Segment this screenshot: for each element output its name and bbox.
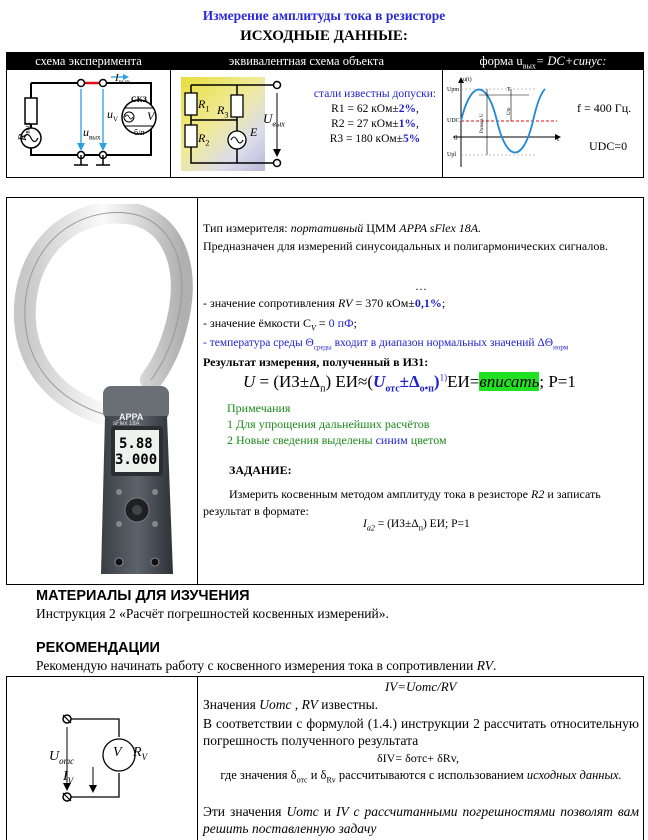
materials-title: МАТЕРИАЛЫ ДЛЯ ИЗУЧЕНИЯ [36, 588, 250, 604]
note-2: 2 Новые сведения выделены синим цветом [227, 433, 447, 447]
result-formula: $U = (ИЗ\pm\Delta_п)$ $ЕИ\approx(U_{отс}\pm\Delta_{о•п})^{1)}ЕИ=вписать$; P=1 [243, 372, 576, 395]
r3-tolerance: R3 = 180 кОм±5% [329, 133, 421, 145]
write-in-field[interactable]: вписать [479, 372, 540, 391]
u-v-label: $u_V$ [107, 107, 119, 124]
experiment-circuit-diagram [11, 73, 167, 173]
wave-period: T [507, 87, 511, 93]
known-values-line: Значения Uотс , RV известны. [203, 697, 379, 712]
r3-label: $R_3$ [217, 103, 229, 120]
u-otc-label: $U_{отс}$ [49, 749, 75, 766]
clamp-meter-image [11, 204, 193, 580]
device-type-line: Тип измерителя: портативный ЦММ APPA sFlex 18A. [203, 221, 482, 235]
device-info-table [6, 197, 644, 585]
ellipsis: … [415, 279, 427, 293]
device-model: sFlex 18A [113, 421, 140, 427]
device-purpose: Предназначен для измерений синусоидальных и полигармонических сигналов. [203, 239, 609, 253]
waveform-chart [447, 75, 565, 173]
device-brand: APPA [119, 412, 144, 422]
wave-upm: Uрm [447, 87, 459, 93]
recommendations-text: Рекомендую начинать работу с косвенного измерения тока в сопротивлении RV. [36, 658, 497, 673]
calc-instruction: В соответствии с формулой (1.4.) инструкции 2 рассчитать относительную погрешность полученного результата [203, 716, 639, 748]
frequency-value: f = 400 Гц. [577, 101, 632, 115]
r1-label: $R_1$ [198, 97, 210, 114]
notes-title: Примечания [227, 401, 291, 415]
wave-axis-x: t [557, 134, 560, 143]
u-out-label-2: $U_{вых}$ [263, 111, 285, 129]
device-display-bottom: 3.000 [115, 452, 158, 468]
wave-range: Размах U [480, 113, 485, 133]
wave-axis-y: u(t) [463, 77, 472, 83]
wave-upl: Uрl [447, 152, 456, 158]
iv-formula: IV=Uотс/RV [385, 679, 457, 694]
device-display-top: 5.88 [119, 436, 153, 452]
page-title: Измерение амплитуды тока в резисторе [202, 8, 446, 23]
tolerances-block [313, 87, 437, 147]
task-title: ЗАДАНИЕ: [229, 463, 292, 477]
wave-udc: UDC [447, 118, 460, 124]
recommendation-table [6, 676, 644, 840]
r1-tolerance: R1 = 62 кОм±2%, [331, 103, 419, 115]
wave-um: Um [507, 107, 512, 115]
v-label: V [113, 745, 122, 760]
col-header-experiment: схема эксперимента [7, 53, 170, 70]
col-header-equivalent: эквивалентная схема объекта [171, 53, 442, 70]
u-out-label: $u_{вых}$ [83, 125, 101, 142]
section-title-initial-data: ИСХОДНЫЕ ДАННЫЕ: [240, 28, 408, 44]
r-out-label: $R_{вых}$ [15, 122, 32, 141]
i-out-label: $I_{вых}$ [115, 72, 131, 87]
meter-rms-label: СКЗ [131, 95, 147, 104]
meter-v-label: V [147, 109, 155, 123]
iv-label: $I_V$ [63, 769, 74, 786]
col-header-waveform: форма $u_{вых}=$ DC+синус: [443, 53, 643, 70]
task-text: Измерить косвенным методом амплитуду тока в резисторе R2 и записать результат в формате: [203, 487, 601, 518]
e-label: E [250, 125, 258, 139]
final-note: Эти значения Uотс и IV с рассчитанными погрешностями позволят вам решить поставленную задачу [203, 804, 639, 836]
resistance-line: - значение сопротивления RV = 370 кОм±0,1%; [203, 296, 446, 310]
delta-formula: δIV= δотс+ δRv, [377, 751, 459, 765]
capacitance-line: - значение ёмкости $C_V = 0$ пФ; [203, 316, 357, 333]
materials-text: Инструкция 2 «Расчёт погрешностей косвенных измерений». [36, 606, 389, 621]
recommendations-title: РЕКОМЕНДАЦИИ [36, 640, 160, 656]
r2-label: $R_2$ [198, 131, 210, 148]
result-title: Результат измерения, полученный в ИЗ1: [203, 355, 429, 369]
meter-bp-label: б/п [134, 128, 145, 137]
initial-data-table [6, 52, 644, 178]
wave-zero: 0 [454, 134, 458, 142]
delta-explanation: где значения $\delta_{отс}$ и $\delta_{Rv}$ рассчитываются с использованием исходных данных. [220, 768, 622, 785]
temperature-line: - температура среды $\Theta_{среды}$ входит в диапазон нормальных значений $\Delta\Theta_{норм}$ [203, 337, 569, 352]
task-format: $I_{a2} = (ИЗ\pm\Delta_п)$ ЕИ; P=1 [363, 518, 470, 533]
udc-value: UDC=0 [589, 139, 628, 153]
rv-label: $R_V$ [133, 745, 148, 762]
r2-tolerance: R2 = 27 кОм±1%, [331, 118, 419, 130]
tolerances-title: стали известны допуски: [313, 88, 437, 100]
note-1: 1 Для упрощения дальнейших расчётов [227, 417, 430, 431]
